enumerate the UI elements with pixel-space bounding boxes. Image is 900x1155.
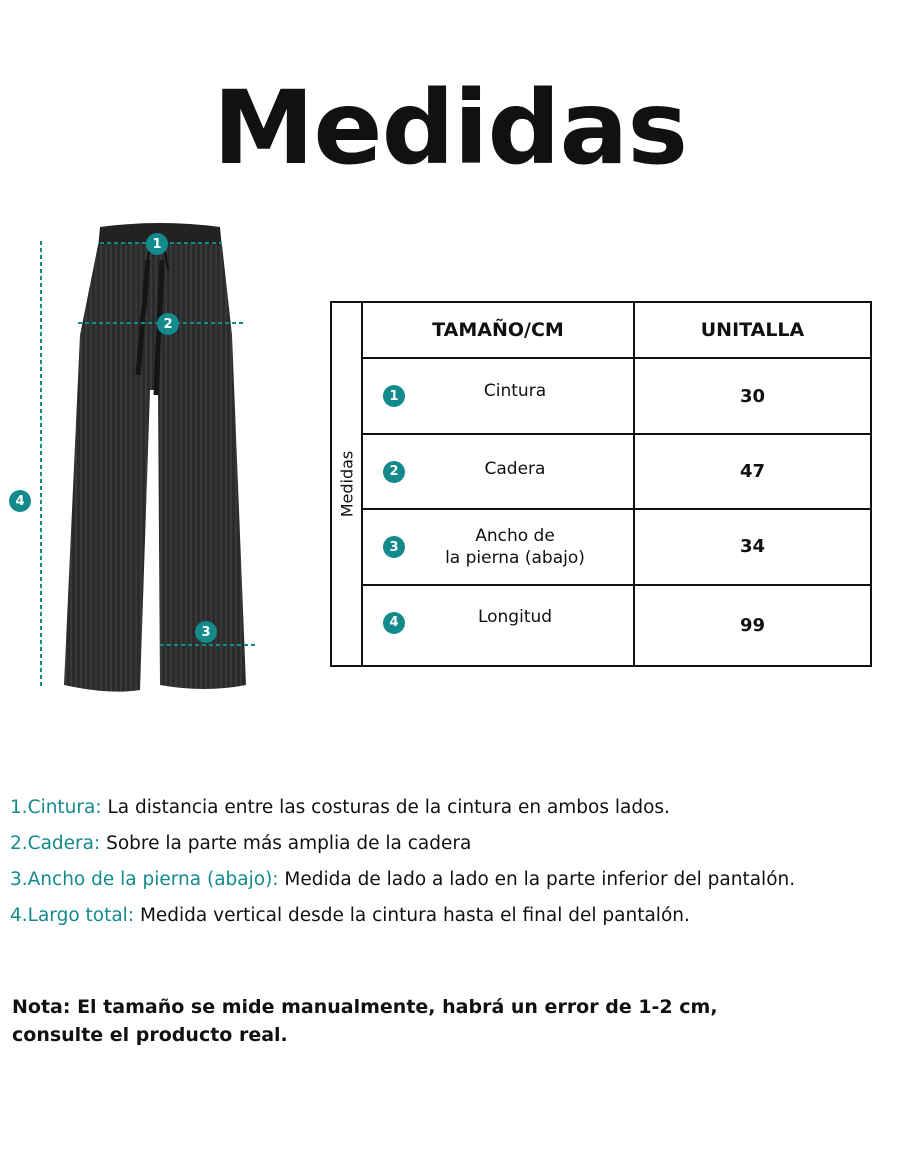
page-title: Medidas [212, 69, 688, 188]
definition-text: Medida vertical desde la cintura hasta el final del pantalón. [134, 905, 690, 926]
definition-term: 4.Largo total: [10, 905, 135, 926]
row-label: Longitud [477, 607, 553, 628]
side-label-cell [331, 302, 362, 666]
pants-diagram [0, 215, 290, 705]
header-value: UNITALLA [634, 302, 871, 358]
number-1-icon: 1 [383, 385, 405, 407]
definition-item [10, 790, 900, 826]
marker-2-icon: 2 [157, 313, 179, 335]
row-label: Ancho de [475, 525, 555, 546]
definition-text: Sobre la parte más amplia de la cadera [100, 833, 472, 854]
note-line-1: Nota: El tamaño se mide manualmente, habrá un error de 1-2 cm, [12, 996, 718, 1018]
row-value: 47 [634, 434, 871, 509]
definition-term: 2.Cadera: [10, 833, 101, 854]
marker-4-icon: 4 [9, 490, 31, 512]
definition-term: 3.Ancho de la pierna (abajo): [10, 869, 279, 890]
size-table [330, 301, 872, 667]
side-label: Medidas [337, 450, 356, 518]
definition-term: 1.Cintura: [10, 797, 102, 818]
table-row [331, 358, 871, 433]
pants-illustration [0, 215, 290, 705]
definitions-list [10, 790, 900, 934]
row-label: Cintura [483, 380, 547, 401]
marker-3-icon: 3 [195, 621, 217, 643]
definition-text: Medida de lado a lado en la parte inferior del pantalón. [278, 869, 796, 890]
table-row [331, 434, 871, 509]
definition-item [10, 826, 900, 862]
row-label-line-2: la pierna (abajo) [445, 547, 585, 568]
number-3-icon: 3 [383, 536, 405, 558]
row-value: 34 [634, 509, 871, 584]
row-value: 99 [634, 585, 871, 666]
note [12, 993, 872, 1049]
table-row [331, 585, 871, 666]
row-value: 30 [634, 358, 871, 433]
row-label: Cadera [484, 459, 546, 480]
number-2-icon: 2 [383, 461, 405, 483]
header-size: TAMAÑO/CM [362, 302, 634, 358]
definition-text: La distancia entre las costuras de la cintura en ambos lados. [101, 797, 670, 818]
definition-item [10, 862, 900, 898]
marker-1-icon: 1 [146, 233, 168, 255]
number-4-icon: 4 [383, 612, 405, 634]
definition-item [10, 898, 900, 934]
table-row [331, 509, 871, 584]
note-line-2: consulte el producto real. [12, 1024, 288, 1046]
